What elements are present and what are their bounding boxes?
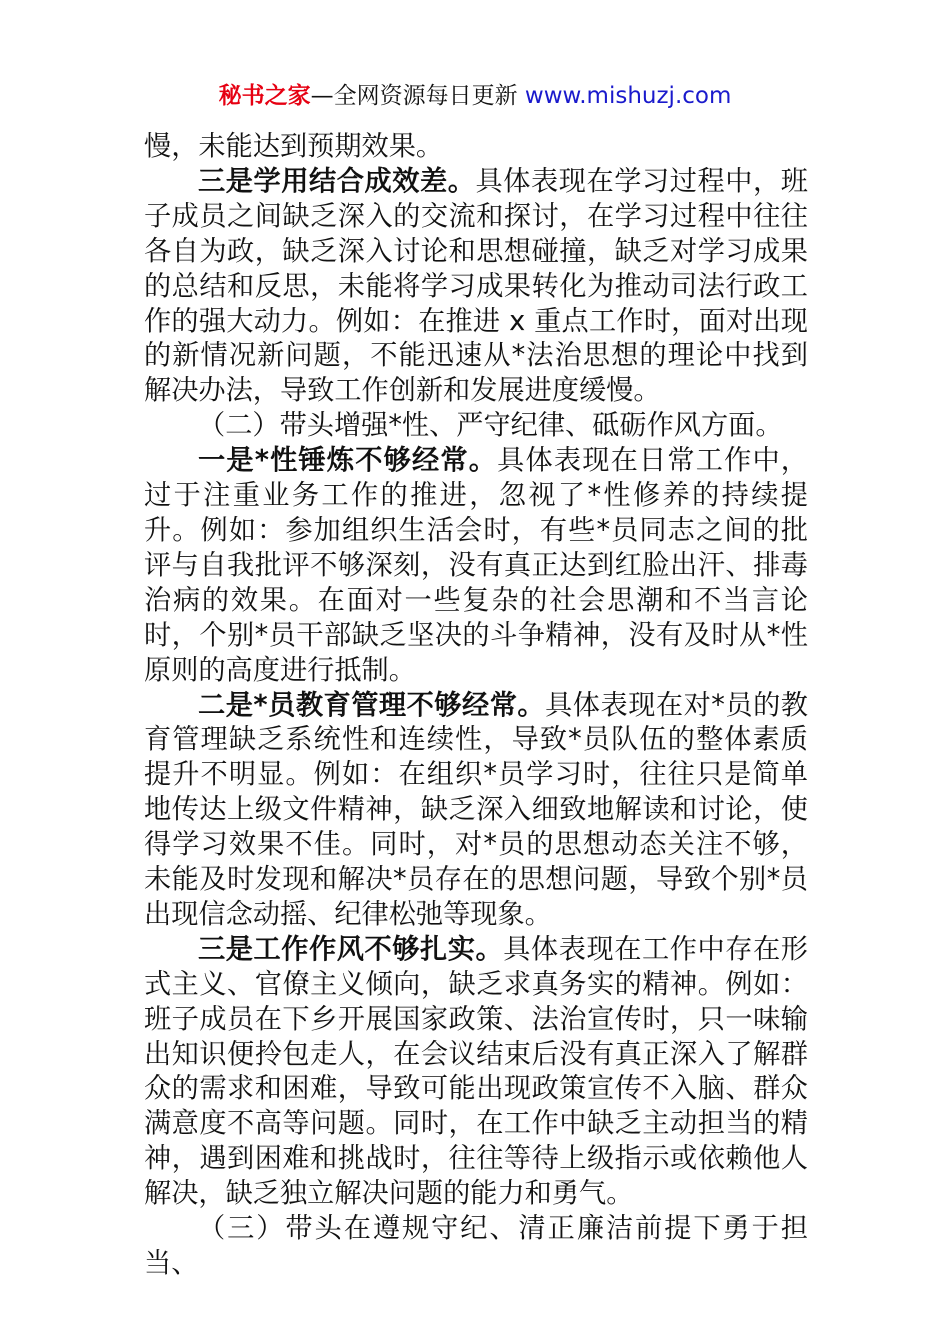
paragraph-point-3-style	[144, 933, 808, 1212]
paragraph-text: 具体表现在学习过程中，班子成员之间缺乏深入的交流和探讨，在学习过程中往往各自为政，缺乏深入讨论和思想碰撞，缺乏对学习成果的总结和反思，未能将学习成果转化为推动司法行政工作的强大动力。例如：在推进 x 重点工作时，面对出现的新情况新问题，不能迅速从*法治思想的理论中找到解决办法，导致工作创新和发展进度缓慢。	[144, 165, 808, 407]
paragraph-point-2-education	[144, 689, 808, 933]
document-body	[144, 130, 808, 1282]
site-slogan: —全网资源每日更新	[310, 83, 525, 109]
paragraph-lead: 一是*性锤炼不够经常。	[198, 445, 498, 477]
paragraph-point-3-study	[144, 165, 808, 409]
paragraph-lead: 二是*员教育管理不够经常。	[198, 689, 546, 721]
paragraph-text: 具体表现在工作中存在形式主义、官僚主义倾向，缺乏求真务实的精神。例如：班子成员在下乡开展国家政策、法治宣传时，只一味输出知识便拎包走人，在会议结束后没有真正深入了解群众的需求和困难，导致可能出现政策宣传不入脑、群众满意度不高等问题。同时，在工作中缺乏主动担当的精神，遇到困难和挑战时，往往等待上级指示或依赖他人解决，缺乏独立解决问题的能力和勇气。	[144, 933, 808, 1210]
paragraph-text: 具体表现在对*员的教育管理缺乏系统性和连续性，导致*员队伍的整体素质提升不明显。例如：在组织*员学习时，往往只是简单地传达上级文件精神，缺乏深入细致地解读和讨论，使得学习效果不佳。同时，对*员的思想动态关注不够，未能及时发现和解决*员存在的思想问题，导致个别*员出现信念动摇、纪律松弛等现象。	[144, 689, 808, 930]
section-heading-2	[144, 409, 808, 444]
paragraph-text: 慢，未能达到预期效果。	[144, 131, 444, 162]
site-header	[0, 80, 950, 112]
paragraph-lead: 三是学用结合成效差。	[198, 165, 476, 197]
site-url-link[interactable]: www.mishuzj.com	[524, 83, 732, 109]
site-brand: 秘书之家	[218, 83, 311, 109]
paragraph-lead: 三是工作作风不够扎实。	[198, 933, 504, 965]
paragraph-point-1-party	[144, 444, 808, 688]
section-heading-text: （三）带头在遵规守纪、清正廉洁前提下勇于担当、	[144, 1213, 808, 1279]
paragraph-continuation	[144, 130, 808, 165]
paragraph-text: 具体表现在日常工作中，过于注重业务工作的推进，忽视了*性修养的持续提升。例如：参加组织生活会时，有些*员同志之间的批评与自我批评不够深刻，没有真正达到红脸出汗、排毒治病的效果。在面对一些复杂的社会思潮和不当言论时，个别*员干部缺乏坚决的斗争精神，没有及时从*性原则的高度进行抵制。	[144, 445, 808, 686]
section-heading-3	[144, 1212, 808, 1282]
section-heading-text: （二）带头增强*性、严守纪律、砥砺作风方面。	[198, 410, 783, 442]
